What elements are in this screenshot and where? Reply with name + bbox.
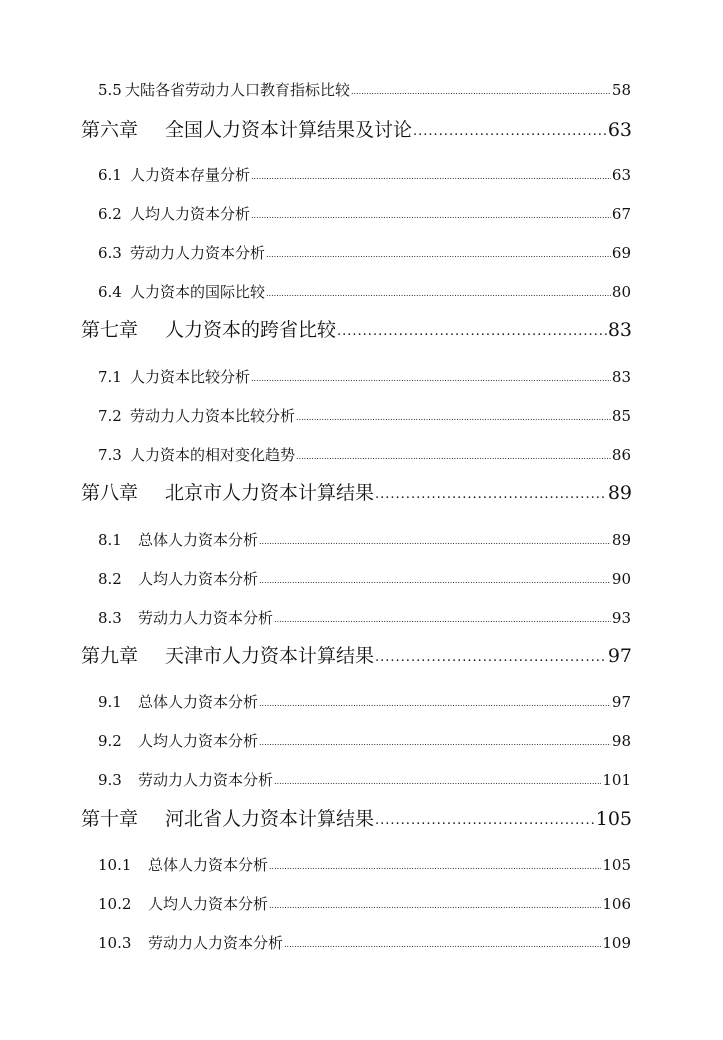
- dot-leader: [266, 250, 611, 259]
- toc-section-entry: [98, 529, 631, 550]
- page-number: 93: [611, 609, 631, 627]
- page-number: 58: [611, 81, 631, 99]
- section-title: 总体人力资本分析: [148, 856, 269, 874]
- section-title: 人力资本的相对变化趋势: [130, 446, 296, 464]
- toc-section-entry: [98, 405, 631, 426]
- section-number: 8.1: [98, 531, 122, 549]
- section-number: 7.1: [98, 368, 122, 386]
- toc-section-entry: [98, 366, 631, 387]
- section-number: 6.3: [98, 244, 122, 262]
- toc-section-entry: [98, 242, 631, 263]
- chapter-number: 第八章: [81, 482, 139, 504]
- chapter-title: 全国人力资本计算结果及讨论: [165, 119, 413, 141]
- chapter-title: 河北省人力资本计算结果: [165, 808, 375, 830]
- section-number: 5.5: [98, 81, 122, 99]
- dot-leader: [375, 487, 607, 502]
- page-number: 97: [607, 645, 632, 667]
- chapter-number: 第七章: [81, 319, 139, 341]
- page-number: 90: [611, 570, 631, 588]
- section-title: 劳动力人力资本分析: [148, 934, 284, 952]
- page-number: 85: [611, 407, 631, 425]
- page-number: 86: [611, 446, 631, 464]
- chapter-number: 第十章: [81, 808, 139, 830]
- toc-section-entry: [98, 79, 631, 100]
- page-number: 97: [611, 693, 631, 711]
- section-number: 9.3: [98, 771, 122, 789]
- section-number: 9.1: [98, 693, 122, 711]
- dot-leader: [337, 324, 607, 339]
- page-number: 101: [602, 771, 631, 789]
- toc-section-entry: [98, 854, 631, 875]
- section-title: 人力资本存量分析: [130, 166, 251, 184]
- section-number: 7.2: [98, 407, 122, 425]
- page-number: 105: [595, 808, 632, 830]
- toc-section-entry: [98, 164, 631, 185]
- section-title: 人均人力资本分析: [138, 570, 259, 588]
- page-number: 63: [607, 119, 632, 141]
- page-number: 63: [611, 166, 631, 184]
- dot-leader: [259, 576, 611, 585]
- dot-leader: [259, 537, 611, 546]
- section-number: 7.3: [98, 446, 122, 464]
- toc-section-entry: [98, 932, 631, 953]
- page-number: 89: [607, 482, 632, 504]
- page-number: 83: [607, 319, 632, 341]
- toc-chapter-entry: [81, 641, 632, 668]
- section-title: 人均人力资本分析: [138, 732, 259, 750]
- section-number: 6.2: [98, 205, 122, 223]
- dot-leader: [259, 738, 611, 747]
- toc-chapter-entry: [81, 804, 632, 831]
- toc-chapter-entry: [81, 115, 632, 142]
- toc-section-entry: [98, 730, 631, 751]
- page-number: 109: [602, 934, 631, 952]
- dot-leader: [375, 650, 607, 665]
- dot-leader: [251, 374, 611, 383]
- chapter-title: 天津市人力资本计算结果: [165, 645, 375, 667]
- page-number: 83: [611, 368, 631, 386]
- toc-section-entry: [98, 769, 631, 790]
- toc-section-entry: [98, 893, 631, 914]
- page-number: 89: [611, 531, 631, 549]
- toc-section-entry: [98, 568, 631, 589]
- page-number: 105: [602, 856, 631, 874]
- section-title: 劳动力人力资本分析: [130, 244, 266, 262]
- section-title: 总体人力资本分析: [138, 531, 259, 549]
- dot-leader: [266, 289, 611, 298]
- section-title: 劳动力人力资本分析: [138, 771, 274, 789]
- toc-section-entry: [98, 444, 631, 465]
- section-number: 9.2: [98, 732, 122, 750]
- toc-section-entry: [98, 607, 631, 628]
- dot-leader: [251, 172, 611, 181]
- toc-chapter-entry: [81, 478, 632, 505]
- toc-section-entry: [98, 203, 631, 224]
- section-title: 总体人力资本分析: [138, 693, 259, 711]
- dot-leader: [284, 940, 601, 949]
- section-number: 8.2: [98, 570, 122, 588]
- section-number: 8.3: [98, 609, 122, 627]
- dot-leader: [296, 452, 611, 461]
- toc-chapter-entry: [81, 315, 632, 342]
- dot-leader: [296, 413, 611, 422]
- dot-leader: [375, 813, 595, 828]
- toc-section-entry: [98, 281, 631, 302]
- page-number: 69: [611, 244, 631, 262]
- chapter-number: 第九章: [81, 645, 139, 667]
- section-number: 10.1: [98, 856, 132, 874]
- dot-leader: [274, 615, 611, 624]
- page-number: 98: [611, 732, 631, 750]
- dot-leader: [274, 777, 601, 786]
- section-title: 人力资本比较分析: [130, 368, 251, 386]
- section-number: 10.3: [98, 934, 132, 952]
- page-number: 106: [602, 895, 631, 913]
- section-title: 人力资本的国际比较: [130, 283, 266, 301]
- dot-leader: [413, 124, 607, 139]
- section-number: 6.1: [98, 166, 122, 184]
- dot-leader: [269, 901, 601, 910]
- page-number: 80: [611, 283, 631, 301]
- section-title: 大陆各省劳动力人口教育指标比较: [125, 81, 351, 99]
- section-number: 6.4: [98, 283, 122, 301]
- chapter-title: 人力资本的跨省比较: [165, 319, 337, 341]
- section-title: 人均人力资本分析: [130, 205, 251, 223]
- section-title: 劳动力人力资本比较分析: [130, 407, 296, 425]
- dot-leader: [269, 862, 601, 871]
- dot-leader: [351, 87, 611, 96]
- toc-section-entry: [98, 691, 631, 712]
- page-number: 67: [611, 205, 631, 223]
- dot-leader: [251, 211, 611, 220]
- chapter-title: 北京市人力资本计算结果: [165, 482, 375, 504]
- dot-leader: [259, 699, 611, 708]
- section-title: 人均人力资本分析: [148, 895, 269, 913]
- section-number: 10.2: [98, 895, 132, 913]
- section-title: 劳动力人力资本分析: [138, 609, 274, 627]
- chapter-number: 第六章: [81, 119, 139, 141]
